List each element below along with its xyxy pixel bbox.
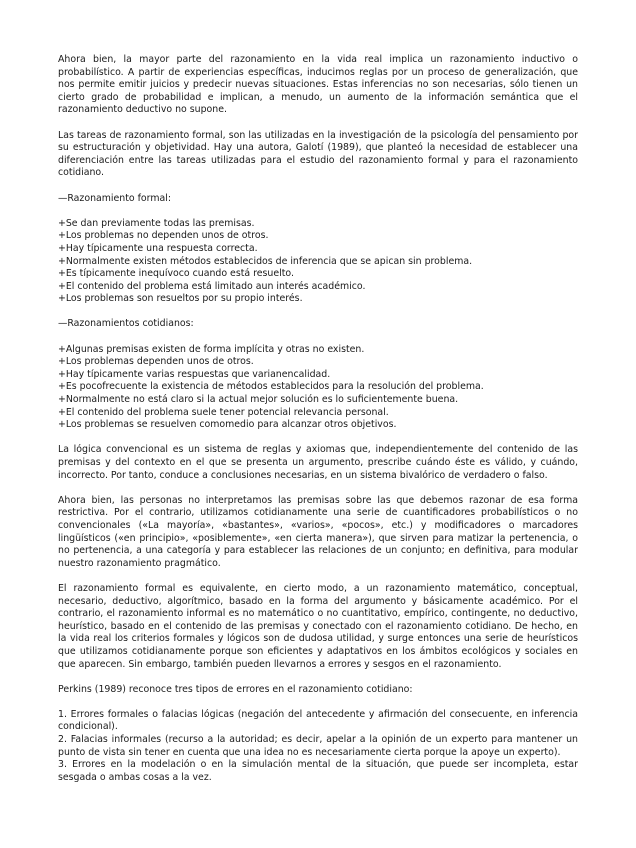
- list-item: +Es típicamente inequívoco cuando está resuelto.: [58, 268, 294, 280]
- list-item: +Es pocofrecuente la existencia de métodos establecidos para la resolución del problema.: [58, 381, 484, 393]
- formal-reasoning-list: [58, 218, 578, 306]
- list-item: +El contenido del problema está limitado aun interés académico.: [58, 280, 366, 292]
- heading-formal-reasoning: —Razonamiento formal:: [58, 192, 171, 204]
- list-item: +Los problemas son resueltos por su propio interés.: [58, 293, 303, 305]
- list-item: +Hay típicamente una respuesta correcta.: [58, 242, 258, 254]
- list-item: +Se dan previamente todas las premisas.: [58, 217, 255, 229]
- paragraph-inductive-reasoning: Ahora bien, la mayor parte del razonamiento en la vida real implica un razonamiento inductivo o probabilístico. A partir de experiencias específicas, inducimos reglas por un proceso de generalización, que nos permite emitir juicios y predecir nuevas situaciones. Estas inferencias no son necesarias, sólo tienen un cierto grado de probabilidad e implican, a menudo, un aumento de la información semántica que el razonamiento deductivo no supone.: [58, 54, 578, 116]
- paragraph-conventional-logic: La lógica convencional es un sistema de reglas y axiomas que, independientemente del contenido de las premisas y del contexto en el que se presenta un argumento, prescribe cuándo éste es válido, y cuándo, incorrecto. Por tanto, conduce a conclusiones necesarias, en un sistema bivalórico de verdadero o falso.: [58, 444, 578, 481]
- error-item: 2. Falacias informales (recurso a la autoridad; es decir, apelar a la opinión de un experto para mantener un punto de vista sin tener en cuenta que una idea no es necesariamente cierta porque la apoye un experto).: [58, 734, 578, 758]
- list-item: +Los problemas dependen unos de otros.: [58, 356, 254, 368]
- list-item: +Los problemas no dependen unos de otros.: [58, 230, 269, 242]
- list-item: +El contenido del problema suele tener potencial relevancia personal.: [58, 406, 389, 418]
- error-item: 3. Errores en la modelación o en la simulación mental de la situación, que puede ser incompleta, estar sesgada o ambas cosas a la vez.: [58, 759, 578, 783]
- paragraph-quantifiers: Ahora bien, las personas no interpretamos las premisas sobre las que debemos razonar de esa forma restrictiva. Por el contrario, utilizamos cotidianamente una serie de cuantificadores probabilísticos o no convencionales («La mayoría», «bastantes», «varios», «pocos», etc.) y modificadores o marcadores lingüísticos («en principio», «posiblemente», «en cierta manera»), que sirven para matizar la pertenencia, o no pertenencia, a una categoría y para establecer las relaciones de un conjunto; en definitiva, para modular nuestro razonamiento pragmático.: [58, 494, 578, 569]
- list-item: +Algunas premisas existen de forma implícita y otras no existen.: [58, 343, 365, 355]
- list-item: +Normalmente existen métodos establecidos de inferencia que se apican sin problema.: [58, 255, 473, 267]
- list-item: +Normalmente no está claro si la actual mejor solución es lo suficientemente buena.: [58, 394, 459, 406]
- everyday-reasoning-list: [58, 344, 578, 432]
- paragraph-formal-vs-informal: El razonamiento formal es equivalente, en cierto modo, a un razonamiento matemático, conceptual, necesario, deductivo, algorítmico, basado en la forma del argumento y básicamente académico. Por el contrario, el razonamiento informal es no matemático o no cuantitativo, empírico, contingente, no deductivo, heurístico, basado en el contenido de las premisas y conectado con el razonamiento cotidiano. De hecho, en la vida real los criterios formales y lógicos son de dudosa utilidad, y surge entonces una serie de heurísticos que utilizamos cotidianamente porque son eficientes y adaptativos en los ámbitos ecológicos y sociales en que aparecen. Sin embargo, también pueden llevarnos a errores y sesgos en el razonamiento.: [58, 582, 578, 670]
- error-item: 1. Errores formales o falacias lógicas (negación del antecedente y afirmación del consecuente, en inferencia condicional).: [58, 708, 578, 733]
- paragraph-perkins: Perkins (1989) reconoce tres tipos de errores en el razonamiento cotidiano:: [58, 683, 413, 695]
- list-item: +Los problemas se resuelven comomedio para alcanzar otros objetivos.: [58, 419, 397, 431]
- list-item: +Hay típicamente varias respuestas que varianencalidad.: [58, 368, 331, 380]
- heading-everyday-reasoning: —Razonamientos cotidianos:: [58, 318, 194, 330]
- paragraph-formal-tasks: Las tareas de razonamiento formal, son las utilizadas en la investigación de la psicología del pensamiento por su estructuración y objetividad. Hay una autora, Galotí (1989), que planteó la necesidad de establecer una diferenciación entre las tareas utilizadas para el estudio del razonamiento formal y para el razonamiento cotidiano.: [58, 129, 578, 179]
